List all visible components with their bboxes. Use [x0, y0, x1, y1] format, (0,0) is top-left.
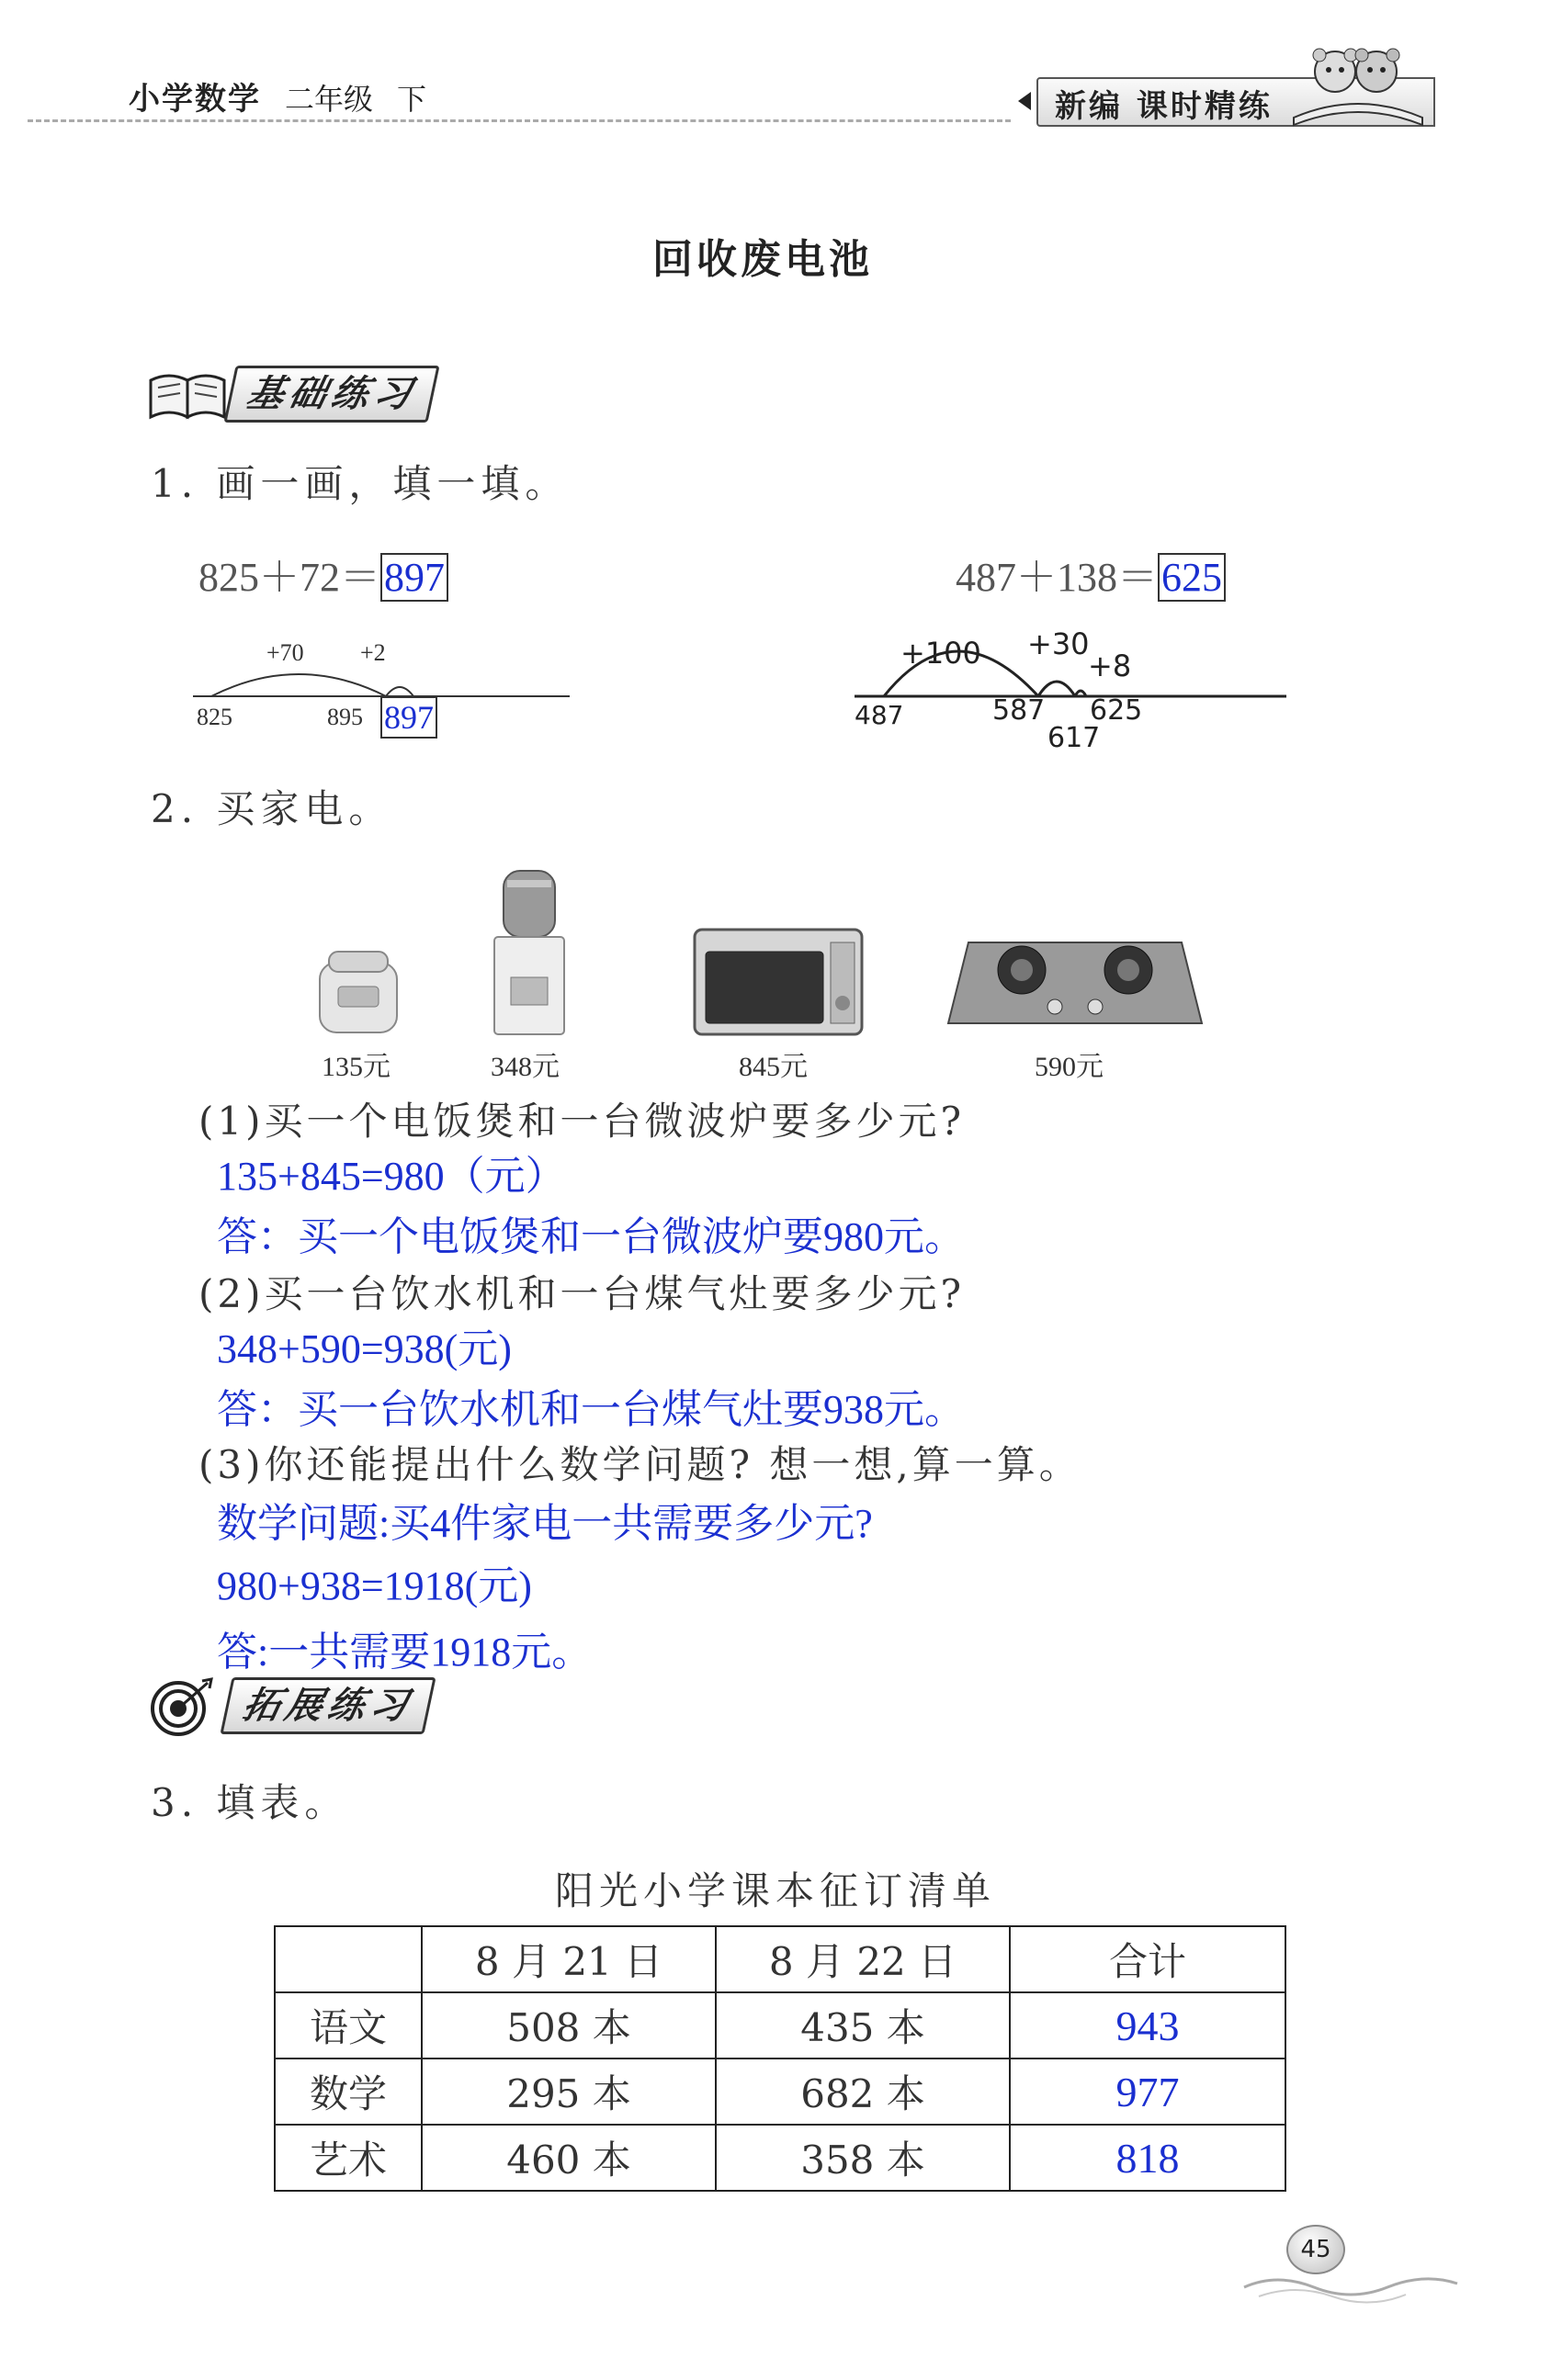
target-icon	[147, 1677, 221, 1736]
price-gas-stove: 590元	[1035, 1052, 1104, 1082]
q1-right-jump-2: +30	[1027, 626, 1090, 661]
q2-prompt: 2. 买家电。	[151, 786, 393, 831]
gas-stove-icon	[946, 937, 1204, 1029]
q1-right-jump-3: +8	[1088, 649, 1132, 683]
header-divider	[28, 119, 1011, 122]
q1-left-equation	[198, 544, 448, 603]
table-header-cell: 8 月 22 日	[716, 1926, 1010, 1992]
q1-right-point-2: 587	[992, 694, 1046, 727]
table-row	[275, 2059, 1285, 2125]
open-book-icon	[147, 367, 228, 421]
q1-right-jump-1: +100	[900, 636, 981, 671]
day1-cell: 460 本	[422, 2125, 716, 2191]
q1-left-point-3: 897	[380, 696, 437, 739]
total-cell: 943	[1010, 1992, 1285, 2059]
table-header-cell	[275, 1926, 422, 1992]
header-banner	[1036, 72, 1441, 127]
header-grade: 二年级	[285, 82, 374, 117]
page-title: 回收废电池	[652, 236, 873, 283]
rice-cooker-icon	[312, 944, 404, 1036]
table-header-row	[275, 1926, 1285, 1992]
q1-left-jump-1: +70	[266, 639, 304, 666]
q1-right-answer: 625	[1158, 553, 1226, 602]
subject-cell: 数学	[275, 2059, 422, 2125]
q1-right-equation	[956, 544, 1226, 603]
table-header-cell: 8 月 21 日	[422, 1926, 716, 1992]
q1-right-expr: 487＋138＝	[956, 555, 1158, 600]
page-number: 45	[1286, 2225, 1345, 2274]
table-row	[275, 2125, 1285, 2191]
section-basic	[147, 366, 515, 424]
header-book-info	[129, 73, 426, 118]
day2-cell: 682 本	[716, 2059, 1010, 2125]
q2-sub2-calc: 348+590=938(元)	[217, 1326, 512, 1371]
q2-sub2-question: (2)买一台饮水机和一台煤气灶要多少元?	[198, 1271, 966, 1316]
section-extend	[147, 1677, 515, 1736]
q2-sub1-question: (1)买一个电饭煲和一台微波炉要多少元?	[198, 1099, 966, 1144]
day1-cell: 295 本	[422, 2059, 716, 2125]
wave-decoration-icon	[1240, 2269, 1461, 2306]
table-row	[275, 1992, 1285, 2059]
section-extend-label: 拓展练习	[220, 1677, 436, 1734]
q1-right-point-3: 625	[1090, 694, 1143, 727]
q3-table	[274, 1925, 1286, 2192]
q3-table-title: 阳光小学课本征订清单	[554, 1868, 996, 1913]
day1-cell: 508 本	[422, 1992, 716, 2059]
header-book: 小学数学	[129, 81, 261, 118]
q1-right-point-4: 617	[1047, 722, 1101, 754]
subject-cell: 艺术	[275, 2125, 422, 2191]
q1-left-answer: 897	[380, 553, 448, 602]
q2-sub3-problem: 数学问题:买4件家电一共需要多少元?	[217, 1501, 873, 1546]
header-term: 下	[397, 82, 427, 117]
q1-left-jump-2: +2	[360, 639, 386, 666]
price-rice-cooker: 135元	[322, 1052, 391, 1082]
q2-sub3-calc: 980+938=1918(元)	[217, 1563, 532, 1608]
series-name: 新编 课时精练	[1055, 88, 1273, 125]
q1-right-point-1: 487	[855, 700, 904, 730]
q2-sub1-answer: 答：买一个电饭煲和一台微波炉要980元。	[217, 1214, 965, 1259]
q2-sub3-question: (3)你还能提出什么数学问题? 想一想,算一算。	[198, 1442, 1081, 1487]
q1-left-expr: 825＋72＝	[198, 555, 380, 600]
subject-cell: 语文	[275, 1992, 422, 2059]
q1-left-point-2: 895	[327, 704, 363, 730]
q3-prompt: 3. 填表。	[151, 1780, 349, 1825]
q2-sub3-answer: 答:一共需要1918元。	[217, 1630, 593, 1675]
q1-prompt: 1. 画一画，填一填。	[151, 461, 570, 506]
banner-arrow-icon	[1018, 92, 1031, 110]
bears-book-icon	[1285, 35, 1432, 127]
q1-left-point-1: 825	[197, 704, 232, 730]
total-cell: 977	[1010, 2059, 1285, 2125]
q2-sub2-answer: 答：买一台饮水机和一台煤气灶要938元。	[217, 1387, 965, 1432]
price-water-dispenser: 348元	[491, 1052, 560, 1082]
microwave-icon	[693, 928, 864, 1036]
day2-cell: 435 本	[716, 1992, 1010, 2059]
water-dispenser-icon	[483, 867, 575, 1038]
price-microwave: 845元	[739, 1052, 808, 1082]
day2-cell: 358 本	[716, 2125, 1010, 2191]
q2-sub1-calc: 135+845=980（元）	[217, 1154, 566, 1199]
total-cell: 818	[1010, 2125, 1285, 2191]
section-basic-label: 基础练习	[223, 366, 439, 423]
table-header-cell: 合计	[1010, 1926, 1285, 1992]
